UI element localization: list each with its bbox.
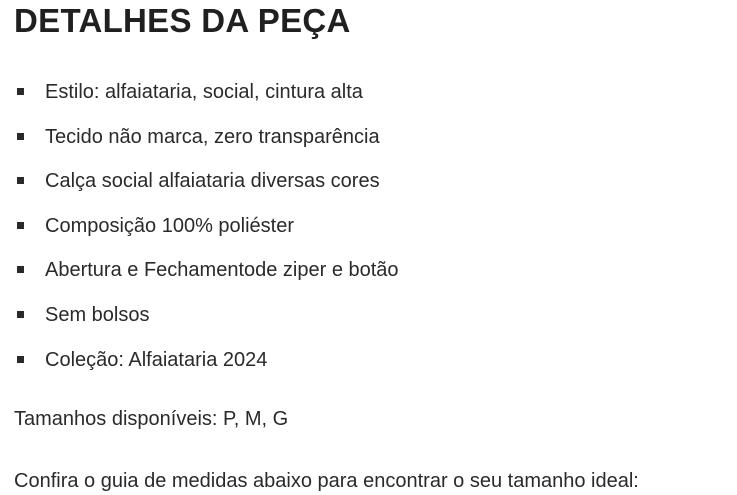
list-item-text: Tecido não marca, zero transparência [45,125,380,148]
list-item-text: Sem bolsos [45,303,150,326]
list-item [14,212,399,257]
section-title: DETALHES DA PEÇA [14,2,351,39]
list-item [14,167,399,212]
list-item [14,78,399,123]
square-bullet-icon [17,311,24,318]
square-bullet-icon [17,133,24,140]
list-item-text: Coleção: Alfaiataria 2024 [45,348,268,371]
list-item-text: Estilo: alfaiataria, social, cintura alta [45,81,363,103]
details-list [14,78,399,390]
square-bullet-icon [17,88,24,95]
list-item [14,123,399,168]
list-item [14,301,399,346]
size-guide-text: Confira o guia de medidas abaixo para encontrar o seu tamanho ideal: [14,470,639,492]
square-bullet-icon [17,222,24,229]
list-item-text: Composição 100% poliéster [45,214,295,237]
available-sizes-text: Tamanhos disponíveis: P, M, G [14,408,289,430]
list-item-text: Calça social alfaiataria diversas cores [45,170,380,193]
square-bullet-icon [17,266,24,273]
list-item-text: Abertura e Fechamentode ziper e botão [45,259,399,282]
square-bullet-icon [17,356,24,363]
square-bullet-icon [17,177,24,184]
list-item [14,346,399,391]
list-item [14,256,399,301]
